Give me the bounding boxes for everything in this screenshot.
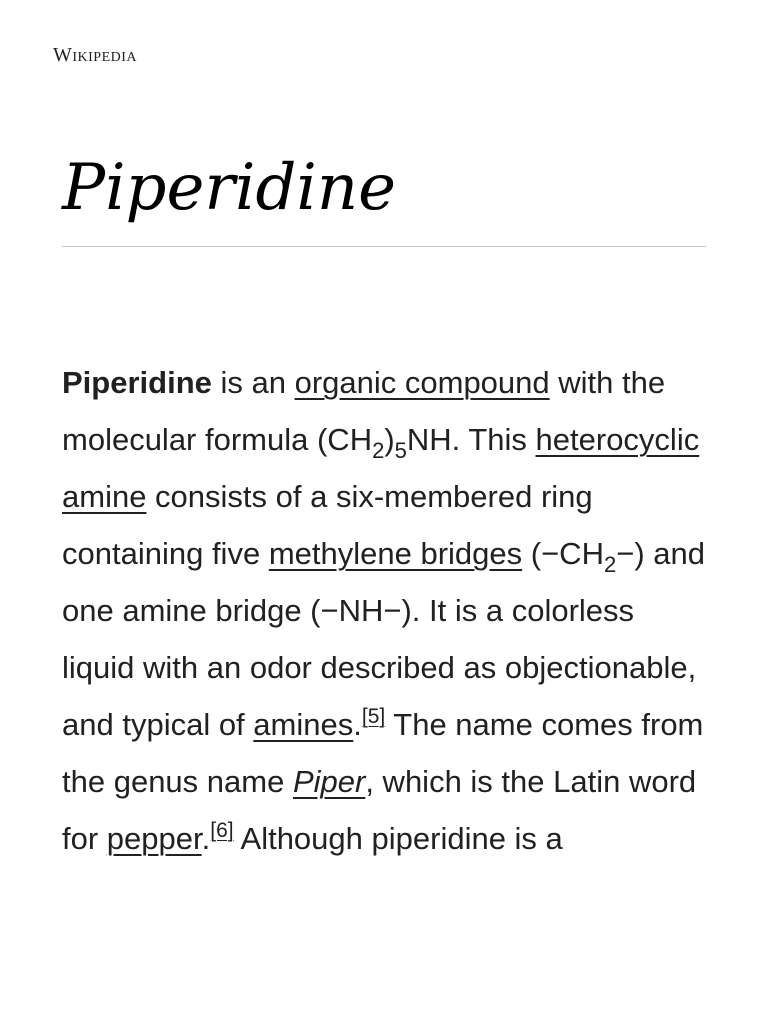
page-title: Piperidine <box>62 151 396 225</box>
wikipedia-wordmark[interactable]: Wikipedia <box>53 44 138 66</box>
paragraph-text: with the molecular formula (CH <box>62 365 666 457</box>
article-lead-paragraph <box>62 354 712 867</box>
paragraph-text: . <box>201 821 211 856</box>
link-pepper[interactable]: pepper <box>106 821 202 856</box>
paragraph-text: −) and one amine bridge (−NH−). It is a colorless liquid with an odor described as objectionable, and typical of <box>62 536 705 742</box>
reference-link-5[interactable]: [5] <box>361 705 386 728</box>
title-divider <box>62 246 706 247</box>
formula-subscript: 5 <box>394 438 407 463</box>
link-methylene-bridges[interactable]: methylene bridges <box>268 536 523 571</box>
link-heterocyclic[interactable]: heterocyclic <box>535 422 700 457</box>
paragraph-text: The name comes from the genus name <box>62 707 704 799</box>
formula-subscript: 2 <box>372 438 385 463</box>
link-amines[interactable]: amines <box>253 707 354 742</box>
paragraph-text: consists of a six-membered ring containing five <box>62 479 593 571</box>
reference-5 <box>362 705 385 728</box>
lead-term: Piperidine <box>62 365 212 400</box>
paragraph-text: ) <box>384 422 395 457</box>
paragraph-text: is an <box>211 365 295 400</box>
reference-6 <box>210 819 233 842</box>
link-amine[interactable]: amine <box>62 479 147 514</box>
paragraph-text: Although piperidine is a <box>233 821 563 856</box>
link-organic-compound[interactable]: organic compound <box>294 365 550 400</box>
paragraph-text: . <box>353 707 362 742</box>
reference-link-6[interactable]: [6] <box>210 819 234 842</box>
paragraph-text: NH. This <box>406 422 536 457</box>
link-piper[interactable]: Piper <box>292 764 366 799</box>
formula-subscript: 2 <box>603 552 617 577</box>
paragraph-text: (−CH <box>522 536 604 571</box>
paragraph-text: , which is the Latin word for <box>62 764 697 856</box>
